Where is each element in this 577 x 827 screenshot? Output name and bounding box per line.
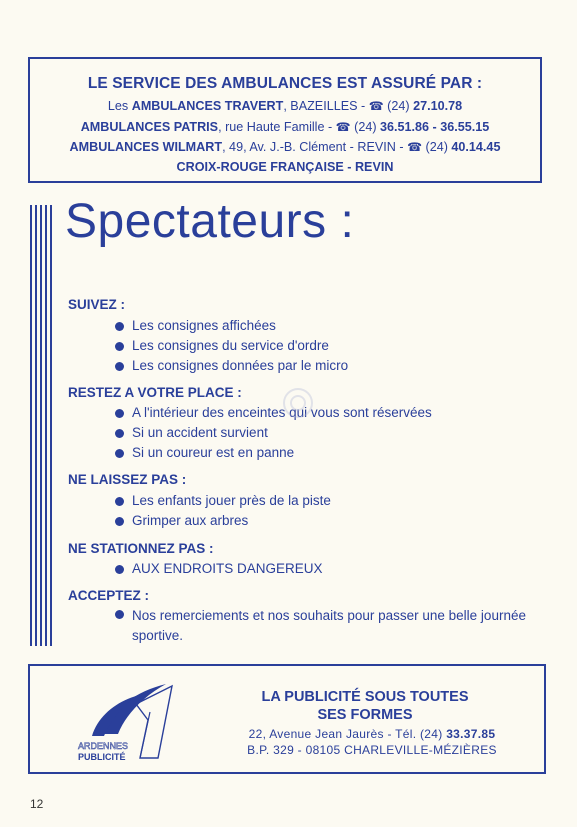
- phone-icon: ☎: [335, 120, 351, 134]
- list-item: [117, 493, 331, 508]
- croix-rouge-line: CROIX-ROUGE FRANÇAISE - REVIN: [176, 160, 394, 174]
- bullet-icon: [115, 517, 124, 526]
- list-item: [117, 318, 276, 333]
- section-heading-restez: RESTEZ A VOTRE PLACE :: [68, 385, 242, 400]
- list-item-text: Les enfants jouer près de la piste: [132, 493, 331, 508]
- ambulance-title: LE SERVICE DES AMBULANCES EST ASSURÉ PAR :: [87, 75, 483, 92]
- ambulance-name: AMBULANCES TRAVERT: [131, 99, 284, 113]
- ambulance-address: , BAZEILLES -: [283, 99, 369, 113]
- vertical-rule: [40, 205, 42, 646]
- phone-number: 33.37.85: [446, 727, 496, 741]
- phone-area: (24): [422, 140, 452, 154]
- vertical-rule: [50, 205, 52, 646]
- bullet-icon: [115, 565, 124, 574]
- logo-text-ardennes: ARDENNES: [78, 741, 129, 751]
- list-item-text: Les consignes du service d'ordre: [132, 338, 329, 353]
- advertising-address-line2: B.P. 329 - 08105 CHARLEVILLE-MÉZIÈRES: [247, 743, 497, 757]
- list-item: [117, 405, 432, 420]
- list-item: [117, 358, 349, 373]
- phone-icon: ☎: [407, 140, 423, 154]
- bullet-icon: [115, 497, 124, 506]
- phone-area: (24): [350, 120, 381, 134]
- ambulance-info-box: [28, 57, 542, 183]
- ambulance-line-patris: [30, 120, 540, 134]
- page-title: Spectateurs :: [65, 195, 355, 248]
- phone-area: (24): [383, 99, 414, 113]
- bullet-icon: [115, 409, 124, 418]
- vertical-rule: [30, 205, 32, 646]
- bullet-icon: [115, 429, 124, 438]
- ambulance-name: AMBULANCES WILMART: [69, 140, 223, 154]
- section-heading-suivez: SUIVEZ :: [68, 297, 126, 312]
- list-item: [117, 338, 329, 353]
- list-item-text: AUX ENDROITS DANGEREUX: [132, 561, 323, 576]
- bullet-icon: [115, 322, 124, 331]
- section-heading-stationnez: NE STATIONNEZ PAS :: [68, 541, 214, 556]
- list-item: [117, 445, 295, 460]
- vertical-rule: [45, 205, 47, 646]
- list-item-text: Nos remerciements et nos souhaits pour passer une belle journée sportive.: [132, 608, 526, 643]
- phone-number: 36.51.86 - 36.55.15: [380, 120, 490, 134]
- list-item: [117, 606, 532, 646]
- ambulance-name: AMBULANCES PATRIS: [80, 120, 219, 134]
- phone-icon: ☎: [368, 99, 384, 113]
- bullet-icon: [115, 342, 124, 351]
- list-item-text: Si un coureur est en panne: [132, 445, 295, 460]
- section-heading-acceptez: ACCEPTEZ :: [68, 588, 149, 603]
- advertising-title-line1: LA PUBLICITÉ SOUS TOUTES: [261, 689, 469, 705]
- ambulance-line-prefix: Les: [107, 99, 132, 113]
- ambulance-address: , rue Haute Famille -: [218, 120, 336, 134]
- list-item-text: Si un accident survient: [132, 425, 268, 440]
- list-item-text: Les consignes données par le micro: [132, 358, 349, 373]
- ambulance-address: , 49, Av. J.-B. Clément - REVIN -: [222, 140, 408, 154]
- section-heading-laissez: NE LAISSEZ PAS :: [68, 472, 187, 487]
- phone-number: 40.14.45: [451, 140, 501, 154]
- ambulance-line-wilmart: [30, 140, 540, 154]
- bullet-icon: [115, 449, 124, 458]
- list-item: [117, 425, 268, 440]
- advertising-box: [28, 664, 546, 774]
- bullet-icon: [115, 610, 124, 619]
- list-item: [117, 513, 249, 528]
- list-item-text: Les consignes affichées: [132, 318, 276, 333]
- list-item-text: Grimper aux arbres: [132, 513, 249, 528]
- page-number: 12: [30, 797, 44, 811]
- stamp-watermark-icon: [280, 385, 316, 421]
- advertising-title-line2: SES FORMES: [317, 707, 413, 723]
- vertical-rule: [35, 205, 37, 646]
- bullet-icon: [115, 362, 124, 371]
- list-item-text: A l'intérieur des enceintes qui vous sont réservées: [132, 405, 432, 420]
- ambulance-line-travert: [30, 99, 540, 113]
- phone-number: 27.10.78: [413, 99, 463, 113]
- logo-text-publicite: PUBLICITÉ: [78, 752, 126, 762]
- address-text: 22, Avenue Jean Jaurès - Tél. (24): [248, 727, 447, 741]
- list-item: [117, 561, 323, 576]
- ardennes-publicite-logo: [74, 676, 179, 768]
- advertising-address-line1: [222, 727, 522, 741]
